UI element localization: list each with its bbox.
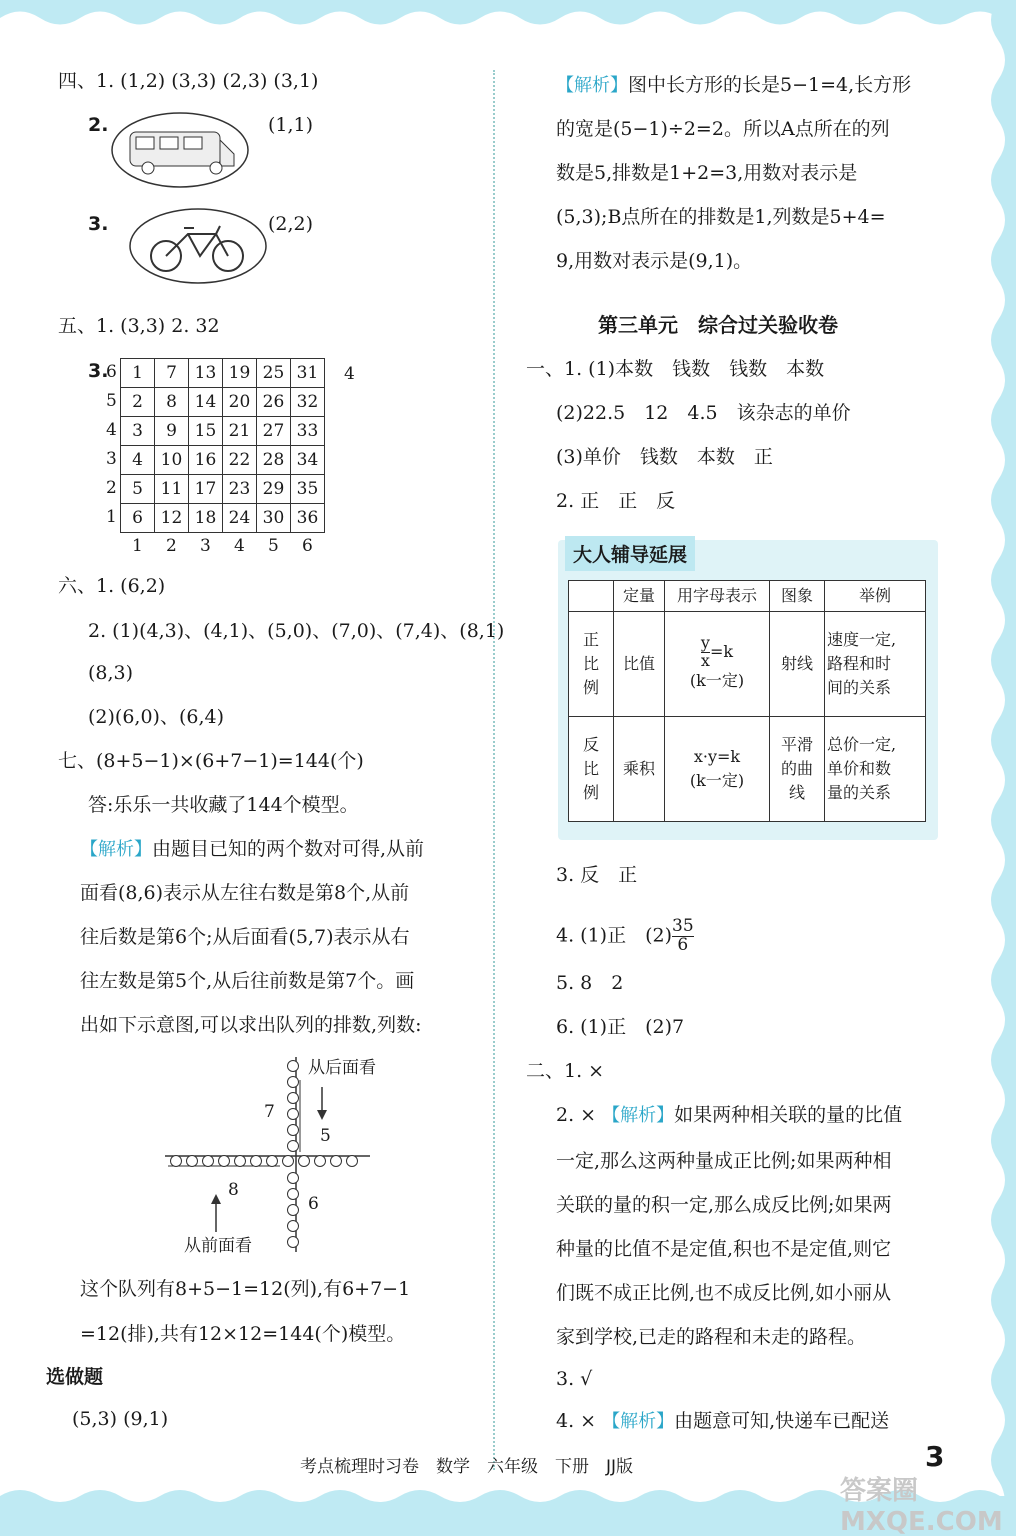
analysis-line-4: (5,3);B点所在的排数是1,列数是5+4= — [556, 206, 886, 228]
analysis-line-1: 【解析】图中长方形的长是5−1=4,长方形 — [556, 74, 912, 96]
van-image — [110, 110, 250, 190]
grid-row-label: 1 — [106, 507, 117, 527]
grid-cell: 24 — [223, 504, 257, 533]
table-row-direct: 正 比 例 比值 $\frac{y}{x}$ =k (k一定) 射线 速度一定, 路程和时 间的关系 — [569, 612, 926, 717]
number-grid — [120, 358, 325, 533]
queue-person — [288, 1141, 299, 1152]
queue-person — [288, 1221, 299, 1232]
q7-explanation-2: 面看(8,6)表示从左往右数是第8个,从前 — [80, 882, 410, 904]
analysis-line-5: 9,用数对表示是(9,1)。 — [556, 250, 753, 272]
q7-conclusion-1: 这个队列有8+5−1=12(列),有6+7−1 — [80, 1278, 411, 1300]
q4: 4. (1)正 (2) $\frac{35}{6}$ — [556, 916, 694, 955]
grid-col-label: 6 — [302, 536, 313, 556]
q3: 3. 反 正 — [556, 864, 638, 886]
grid-cell: 3 — [121, 417, 155, 446]
q7-equation: 七、(8+5−1)×(6+7−1)=144(个) — [58, 750, 364, 772]
grid-row — [121, 475, 325, 504]
grid-cell: 21 — [223, 417, 257, 446]
q5-1-2: 五、1. (3,3) 2. 32 — [58, 315, 220, 337]
grid-col-label: 3 — [200, 536, 211, 556]
queue-person — [235, 1156, 246, 1167]
grid-col-label: 1 — [132, 536, 143, 556]
grid-row-label: 2 — [106, 478, 117, 498]
queue-person — [315, 1156, 326, 1167]
top-wave-border — [0, 0, 1016, 40]
queue-person — [288, 1077, 299, 1088]
grid-cell: 31 — [291, 359, 325, 388]
grid-cell: 19 — [223, 359, 257, 388]
q7-explanation-5: 出如下示意图,可以求出队列的排数,列数: — [80, 1014, 422, 1036]
queue-person — [288, 1237, 299, 1248]
q4-2-answer: (1,1) — [268, 114, 314, 136]
grid-cell: 22 — [223, 446, 257, 475]
grid-cell: 28 — [257, 446, 291, 475]
q6-2-part1b: (8,3) — [88, 662, 134, 684]
table-header-row: 定量 用字母表示 图象 举例 — [569, 581, 926, 612]
grid-cell: 36 — [291, 504, 325, 533]
grid-col-label: 4 — [234, 536, 245, 556]
grid-cell: 35 — [291, 475, 325, 504]
q5: 5. 8 2 — [556, 972, 624, 994]
grid-cell: 2 — [121, 388, 155, 417]
diagram-label-6: 6 — [308, 1194, 319, 1214]
grid-cell: 34 — [291, 446, 325, 475]
queue-person — [299, 1156, 310, 1167]
grid-row — [121, 359, 325, 388]
grid-cell: 14 — [189, 388, 223, 417]
grid-cell: 29 — [257, 475, 291, 504]
diagram-label-5: 5 — [320, 1126, 331, 1146]
grid-cell: 18 — [189, 504, 223, 533]
right-wave-border — [976, 0, 1016, 1536]
queue-person — [288, 1205, 299, 1216]
optional-title: 选做题 — [46, 1366, 104, 1388]
grid-cell: 25 — [257, 359, 291, 388]
grid-cell: 1 — [121, 359, 155, 388]
y-over-x-fraction: $\frac{y}{x}$ — [700, 632, 710, 670]
q7-explanation-4: 往左数是第5个,从后往前数是第7个。画 — [80, 970, 415, 992]
grid-cell: 30 — [257, 504, 291, 533]
q7-conclusion-2: =12(排),共有12×12=144(个)模型。 — [80, 1323, 406, 1345]
q4-1: 四、1. (1,2) (3,3) (2,3) (3,1) — [58, 70, 319, 92]
grid-cell: 6 — [121, 504, 155, 533]
grid-row-label: 5 — [106, 391, 117, 411]
analysis-line-2: 的宽是(5−1)÷2=2。所以A点所在的列 — [556, 118, 890, 140]
grid-row — [121, 504, 325, 533]
grid-row-label: 6 — [106, 362, 117, 382]
grid-col-label: 2 — [166, 536, 177, 556]
queue-person — [219, 1156, 230, 1167]
grid-cell: 17 — [189, 475, 223, 504]
diagram-front-label: 从前面看 — [184, 1236, 252, 1256]
footer: 考点梳理时习卷 数学 六年级 下册 JJ版 — [300, 1457, 634, 1477]
q6-2-part2: (2)(6,0)、(6,4) — [88, 706, 224, 728]
grid-cell: 16 — [189, 446, 223, 475]
q4-fraction: $\frac{35}{6}$ — [672, 916, 694, 955]
grid-cell: 12 — [155, 504, 189, 533]
grid-cell: 11 — [155, 475, 189, 504]
diagram-label-7: 7 — [264, 1102, 275, 1122]
grid-cell: 33 — [291, 417, 325, 446]
queue-person — [331, 1156, 342, 1167]
q1-2: 2. 正 正 反 — [556, 490, 676, 512]
grid-cell: 9 — [155, 417, 189, 446]
q1-1-part2: (2)22.5 12 4.5 该杂志的单价 — [556, 402, 851, 424]
table-row-inverse: 反 比 例 乘积 x·y=k (k一定) 平滑 的曲 线 总价一定, 单价和数 量的关系 — [569, 717, 926, 822]
queue-person — [187, 1156, 198, 1167]
queue-person — [171, 1156, 182, 1167]
grid-cell: 8 — [155, 388, 189, 417]
optional-answer: (5,3) (9,1) — [72, 1408, 169, 1430]
grid-cell: 4 — [121, 446, 155, 475]
q4-2-label: 2. — [88, 114, 109, 136]
grid-row — [121, 388, 325, 417]
q7-explanation-1: 【解析】由题目已知的两个数对可得,从前 — [80, 838, 425, 860]
queue-diagram — [160, 1052, 400, 1262]
q6-2-part1: 2. (1)(4,3)、(4,1)、(5,0)、(7,0)、(7,4)、(8,1) — [88, 620, 505, 642]
queue-person — [288, 1061, 299, 1072]
extension-title: 大人辅导延展 — [565, 536, 695, 571]
analysis-tag: 【解析】 — [80, 839, 152, 860]
queue-person — [251, 1156, 262, 1167]
diagram-label-8: 8 — [228, 1180, 239, 1200]
q1-1-part3: (3)单价 钱数 本数 正 — [556, 446, 773, 468]
diagram-back-label: 从后面看 — [308, 1058, 376, 1078]
q2-2-exp-3: 关联的量的积一定,那么成反比例;如果两 — [556, 1194, 892, 1216]
grid-cell: 26 — [257, 388, 291, 417]
q1-1-part1: 一、1. (1)本数 钱数 钱数 本数 — [526, 358, 825, 380]
q7-answer: 答:乐乐一共收藏了144个模型。 — [88, 794, 359, 816]
grid-col-label: 5 — [268, 536, 279, 556]
q4-3-label: 3. — [88, 213, 109, 235]
q2-1: 二、1. × — [526, 1060, 605, 1082]
q2-2-exp-5: 们既不成正比例,也不成反比例,如小丽从 — [556, 1282, 892, 1304]
grid-cell: 23 — [223, 475, 257, 504]
grid-cell: 13 — [189, 359, 223, 388]
q2-2-exp-2: 一定,那么这两种量成正比例;如果两种相 — [556, 1150, 892, 1172]
q2-2-exp-4: 种量的比值不是定值,积也不是定值,则它 — [556, 1238, 892, 1260]
queue-person — [288, 1093, 299, 1104]
grid-row-label: 3 — [106, 449, 117, 469]
grid-row — [121, 446, 325, 475]
grid-cell: 7 — [155, 359, 189, 388]
queue-person — [288, 1173, 299, 1184]
grid-row-label: 4 — [106, 420, 117, 440]
q2-2: 2. × 【解析】如果两种相关联的量的比值 — [556, 1104, 903, 1126]
q6: 6. (1)正 (2)7 — [556, 1016, 685, 1038]
q4-3-answer: (2,2) — [268, 213, 314, 235]
bicycle-image — [128, 206, 268, 286]
column-divider — [493, 70, 495, 1470]
grid-cell: 10 — [155, 446, 189, 475]
analysis-line-3: 数是5,排数是1+2=3,用数对表示是 — [556, 162, 858, 184]
q5-3-label: 3. — [88, 360, 109, 382]
grid-cell: 5 — [121, 475, 155, 504]
grid-cell: 32 — [291, 388, 325, 417]
extension-box — [558, 540, 938, 840]
queue-person — [288, 1189, 299, 1200]
queue-person — [288, 1109, 299, 1120]
q7-explanation-3: 往后数是第6个;从后面看(5,7)表示从右 — [80, 926, 410, 948]
queue-person — [347, 1156, 358, 1167]
queue-person — [203, 1156, 214, 1167]
queue-person — [288, 1125, 299, 1136]
grid-cell: 15 — [189, 417, 223, 446]
page-number: 3 — [925, 1440, 945, 1473]
queue-person — [283, 1156, 294, 1167]
proportion-table — [568, 580, 926, 822]
q2-4: 4. × 【解析】由题意可知,快递车已配送 — [556, 1410, 890, 1432]
grid-cell: 27 — [257, 417, 291, 446]
queue-person — [267, 1156, 278, 1167]
grid-cell: 20 — [223, 388, 257, 417]
watermark: 答案圈 MXQE.COM — [840, 1476, 1003, 1537]
q6-1: 六、1. (6,2) — [58, 575, 166, 597]
unit-title: 第三单元 综合过关验收卷 — [598, 313, 838, 337]
q2-3: 3. √ — [556, 1368, 593, 1390]
grid-side-number: 4 — [344, 364, 355, 384]
grid-row — [121, 417, 325, 446]
q2-2-exp-6: 家到学校,已走的路程和未走的路程。 — [556, 1326, 867, 1348]
